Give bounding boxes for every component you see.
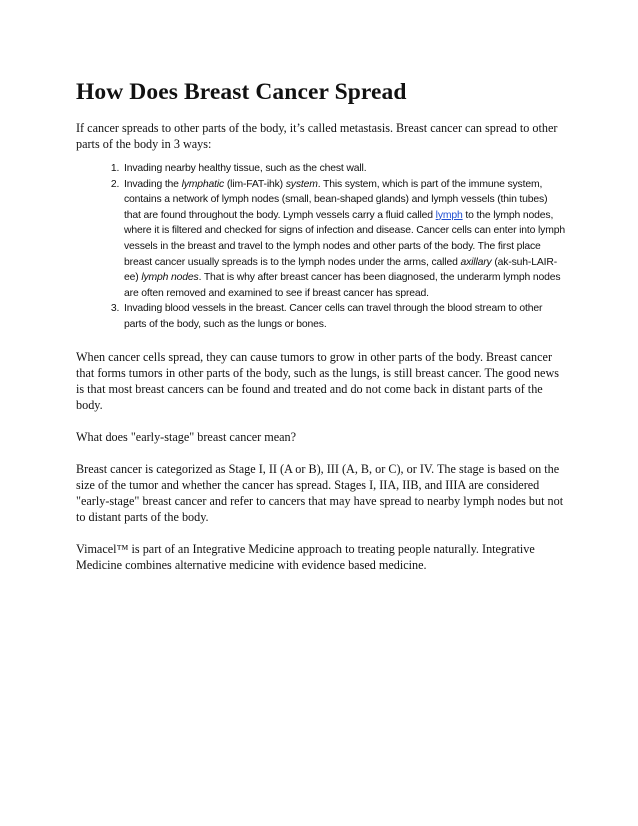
- early-stage-question: What does "early-stage" breast cancer mean?: [76, 429, 297, 444]
- list-text-segment: to the lymph nodes, where it is filtered and checked for signs of infection and disease. Cancer cells can enter into lymph vessels in the breast and travel to the lymph nodes and other parts of the body. The first place breast cancer usually spreads is to the lymph nodes under the arms, called: [124, 209, 565, 268]
- list-text-segment: (lim-FAT-ihk): [224, 178, 286, 190]
- list-text-segment: Invading the: [124, 178, 182, 190]
- spread-ways-list: [76, 161, 566, 333]
- spread-paragraph: When cancer cells spread, they can cause tumors to grow in other parts of the body. Breast cancer that forms tumors in other parts of the body, such as the lungs, is still breast cancer. The good news is that most breast cancers can be found and treated and do not come back in distant parts of the body.: [76, 349, 560, 412]
- lymph-link[interactable]: lymph: [435, 209, 463, 221]
- term-system: system: [285, 178, 318, 190]
- intro-paragraph: If cancer spreads to other parts of the body, it’s called metastasis. Breast cancer can spread to other parts of the body in 3 ways:: [76, 121, 558, 151]
- stage-paragraph: Breast cancer is categorized as Stage I, II (A or B), III (A, B, or C), or IV. The stage is based on the size of the tumor and whether the cancer has spread. Stages I, IIA, IIB, and IIIA are considered "early-stage" breast cancer and refer to cancers that may have spread to nearby lymph nodes but not to distant parts of the body.: [76, 461, 564, 524]
- list-item-lymphatic: [122, 177, 566, 302]
- list-item-blood-vessels: [122, 301, 566, 332]
- list-item-text: Invading nearby healthy tissue, such as the chest wall.: [124, 163, 367, 174]
- list-text-segment: . This system, which is part of the immune system, contains a network of lymph nodes (small, bean-shaped glands) and lymph vessels (thin tubes) that are found throughout the body. Lymph vessels carry a fluid called: [124, 178, 548, 221]
- term-lymphatic: lymphatic: [181, 178, 225, 190]
- list-item-tissue: [122, 161, 566, 177]
- term-axillary: axillary: [460, 256, 492, 268]
- list-text-segment: (ak-suh-LAIR-ee): [124, 256, 558, 284]
- vimacel-paragraph: Vimacel™ is part of an Integrative Medicine approach to treating people naturally. Integrative Medicine combines alternative medicine with evidence based medicine.: [76, 541, 535, 572]
- list-item-text: Invading blood vessels in the breast. Cancer cells can travel through the blood stream to other parts of the body, such as the lungs or bones.: [124, 303, 543, 330]
- list-text-segment: . That is why after breast cancer has been diagnosed, the underarm lymph nodes are often removed and examined to see if breast cancer has spread.: [124, 272, 561, 299]
- term-lymph-nodes: lymph nodes: [141, 272, 199, 284]
- document-title: How Does Breast Cancer Spread: [76, 79, 407, 105]
